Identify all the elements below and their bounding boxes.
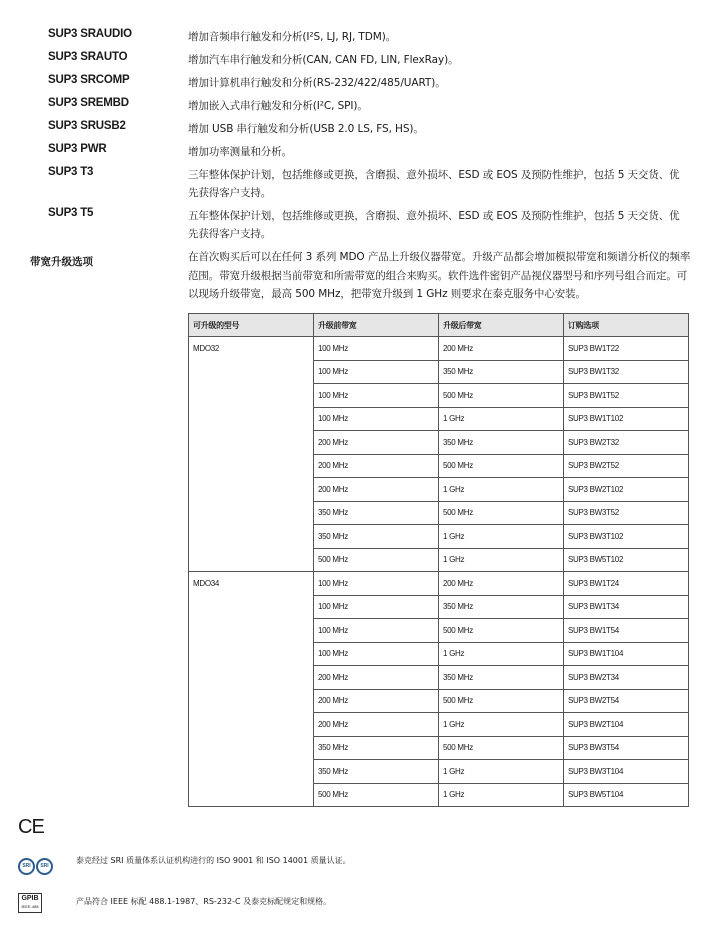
option-desc: 五年整体保护计划，包括维修或更换，含磨损、意外损坏、ESD 或 EOS 及预防性维护，包括 5 天交货、优先获得客户支持。 xyxy=(188,210,680,240)
bandwidth-after-cell: 200 MHz xyxy=(439,572,564,596)
gpib-logo-text: GPIB xyxy=(21,895,39,902)
table-row xyxy=(189,572,689,596)
header-order-option: 订购选项 xyxy=(564,314,689,337)
bandwidth-after-cell: 1 GHz xyxy=(439,642,564,666)
order-option-cell: SUP3 BW1T22 xyxy=(564,337,689,361)
bandwidth-after-cell: 500 MHz xyxy=(439,501,564,525)
bandwidth-after-cell: 500 MHz xyxy=(439,689,564,713)
order-option-cell: SUP3 BW2T34 xyxy=(564,666,689,690)
sri-badge-icon: SRI xyxy=(36,858,53,875)
bandwidth-before-cell: 100 MHz xyxy=(314,642,439,666)
bandwidth-before-cell: 100 MHz xyxy=(314,595,439,619)
bandwidth-before-cell: 100 MHz xyxy=(314,337,439,361)
option-desc: 增加汽车串行触发和分析(CAN, CAN FD, LIN, FlexRay)。 xyxy=(188,54,459,66)
section-body: 在首次购买后可以在任何 3 系列 MDO 产品上升级仪器带宽。升级产品都会增加模拟带宽和频谱分析仪的频率范围。带宽升级根据当前带宽和所需带宽的组合来购买。软件选件密钥产品视仪器型号和序列号组合而定。可以现场升级带宽，最高 500 MHz，把带宽升级到 1 GHz 则要求在泰克服务中心安装。 xyxy=(188,251,691,300)
option-code: SUP3 SRUSB2 xyxy=(48,120,126,132)
option-desc: 增加计算机串行触发和分析(RS-232/422/485/UART)。 xyxy=(188,77,446,89)
bandwidth-before-cell: 350 MHz xyxy=(314,525,439,549)
option-code: SUP3 PWR xyxy=(48,143,107,155)
sri-badge-icon: SRI xyxy=(18,858,35,875)
header-bandwidth-after: 升级后带宽 xyxy=(439,314,564,337)
order-option-cell: SUP3 BW1T104 xyxy=(564,642,689,666)
gpib-logo xyxy=(18,893,42,913)
bandwidth-after-cell: 500 MHz xyxy=(439,619,564,643)
sri-logo xyxy=(18,852,54,875)
bandwidth-before-cell: 350 MHz xyxy=(314,760,439,784)
bandwidth-before-cell: 500 MHz xyxy=(314,783,439,807)
order-option-cell: SUP3 BW3T102 xyxy=(564,525,689,549)
bandwidth-after-cell: 350 MHz xyxy=(439,595,564,619)
model-cell: MDO32 xyxy=(189,337,314,572)
order-option-cell: SUP3 BW1T102 xyxy=(564,407,689,431)
bandwidth-upgrade-table xyxy=(188,313,689,807)
option-code: SUP3 T3 xyxy=(48,166,94,178)
bandwidth-after-cell: 500 MHz xyxy=(439,736,564,760)
order-option-cell: SUP3 BW2T104 xyxy=(564,713,689,737)
bandwidth-before-cell: 200 MHz xyxy=(314,431,439,455)
order-option-cell: SUP3 BW3T52 xyxy=(564,501,689,525)
bandwidth-after-cell: 1 GHz xyxy=(439,760,564,784)
bandwidth-before-cell: 200 MHz xyxy=(314,666,439,690)
bandwidth-after-cell: 1 GHz xyxy=(439,713,564,737)
order-option-cell: SUP3 BW1T52 xyxy=(564,384,689,408)
sri-certification-text: 泰克经过 SRI 质量体系认证机构进行的 ISO 9001 和 ISO 14001 质量认证。 xyxy=(76,856,351,865)
bandwidth-after-cell: 350 MHz xyxy=(439,666,564,690)
order-option-cell: SUP3 BW3T104 xyxy=(564,760,689,784)
order-option-cell: SUP3 BW1T34 xyxy=(564,595,689,619)
bandwidth-before-cell: 200 MHz xyxy=(314,454,439,478)
order-option-cell: SUP3 BW5T102 xyxy=(564,548,689,572)
option-desc: 增加嵌入式串行触发和分析(I²C, SPI)。 xyxy=(188,100,368,112)
bandwidth-before-cell: 100 MHz xyxy=(314,619,439,643)
option-code: SUP3 SRCOMP xyxy=(48,74,130,86)
order-option-cell: SUP3 BW1T32 xyxy=(564,360,689,384)
option-desc: 增加音频串行触发和分析(I²S, LJ, RJ, TDM)。 xyxy=(188,31,397,43)
gpib-compliance-text: 产品符合 IEEE 标配 488.1-1987、RS-232-C 及泰克标配规定和规格。 xyxy=(76,897,332,906)
bandwidth-after-cell: 350 MHz xyxy=(439,360,564,384)
bandwidth-before-cell: 500 MHz xyxy=(314,548,439,572)
option-desc: 增加功率测量和分析。 xyxy=(188,146,292,158)
bandwidth-before-cell: 100 MHz xyxy=(314,572,439,596)
bandwidth-before-cell: 100 MHz xyxy=(314,384,439,408)
option-code: SUP3 SRAUDIO xyxy=(48,28,132,40)
model-cell: MDO34 xyxy=(189,572,314,807)
option-desc: 增加 USB 串行触发和分析(USB 2.0 LS, FS, HS)。 xyxy=(188,123,424,135)
option-code: SUP3 SREMBD xyxy=(48,97,129,109)
bandwidth-before-cell: 200 MHz xyxy=(314,713,439,737)
header-bandwidth-before: 升级前带宽 xyxy=(314,314,439,337)
bandwidth-before-cell: 200 MHz xyxy=(314,689,439,713)
bandwidth-before-cell: 350 MHz xyxy=(314,736,439,760)
table-header-row xyxy=(189,314,689,337)
bandwidth-after-cell: 1 GHz xyxy=(439,407,564,431)
order-option-cell: SUP3 BW1T54 xyxy=(564,619,689,643)
header-model: 可升级的型号 xyxy=(189,314,314,337)
bandwidth-after-cell: 350 MHz xyxy=(439,431,564,455)
order-option-cell: SUP3 BW5T104 xyxy=(564,783,689,807)
option-code: SUP3 T5 xyxy=(48,207,94,219)
order-option-cell: SUP3 BW3T54 xyxy=(564,736,689,760)
bandwidth-before-cell: 350 MHz xyxy=(314,501,439,525)
ce-mark: CE xyxy=(18,816,44,838)
bandwidth-after-cell: 1 GHz xyxy=(439,525,564,549)
table-body xyxy=(189,337,689,807)
bandwidth-before-cell: 200 MHz xyxy=(314,478,439,502)
order-option-cell: SUP3 BW2T54 xyxy=(564,689,689,713)
table-row xyxy=(189,337,689,361)
bandwidth-after-cell: 1 GHz xyxy=(439,548,564,572)
section-title: 带宽升级选项 xyxy=(30,256,93,268)
order-option-cell: SUP3 BW2T32 xyxy=(564,431,689,455)
order-option-cell: SUP3 BW2T102 xyxy=(564,478,689,502)
bandwidth-after-cell: 1 GHz xyxy=(439,478,564,502)
order-option-cell: SUP3 BW1T24 xyxy=(564,572,689,596)
bandwidth-before-cell: 100 MHz xyxy=(314,407,439,431)
option-code: SUP3 SRAUTO xyxy=(48,51,128,63)
option-desc: 三年整体保护计划，包括维修或更换，含磨损、意外损坏、ESD 或 EOS 及预防性维护，包括 5 天交货、优先获得客户支持。 xyxy=(188,169,680,199)
bandwidth-before-cell: 100 MHz xyxy=(314,360,439,384)
bandwidth-after-cell: 200 MHz xyxy=(439,337,564,361)
order-option-cell: SUP3 BW2T52 xyxy=(564,454,689,478)
bandwidth-after-cell: 1 GHz xyxy=(439,783,564,807)
bandwidth-after-cell: 500 MHz xyxy=(439,384,564,408)
gpib-logo-subtext: IEEE-488 xyxy=(21,904,39,909)
bandwidth-after-cell: 500 MHz xyxy=(439,454,564,478)
